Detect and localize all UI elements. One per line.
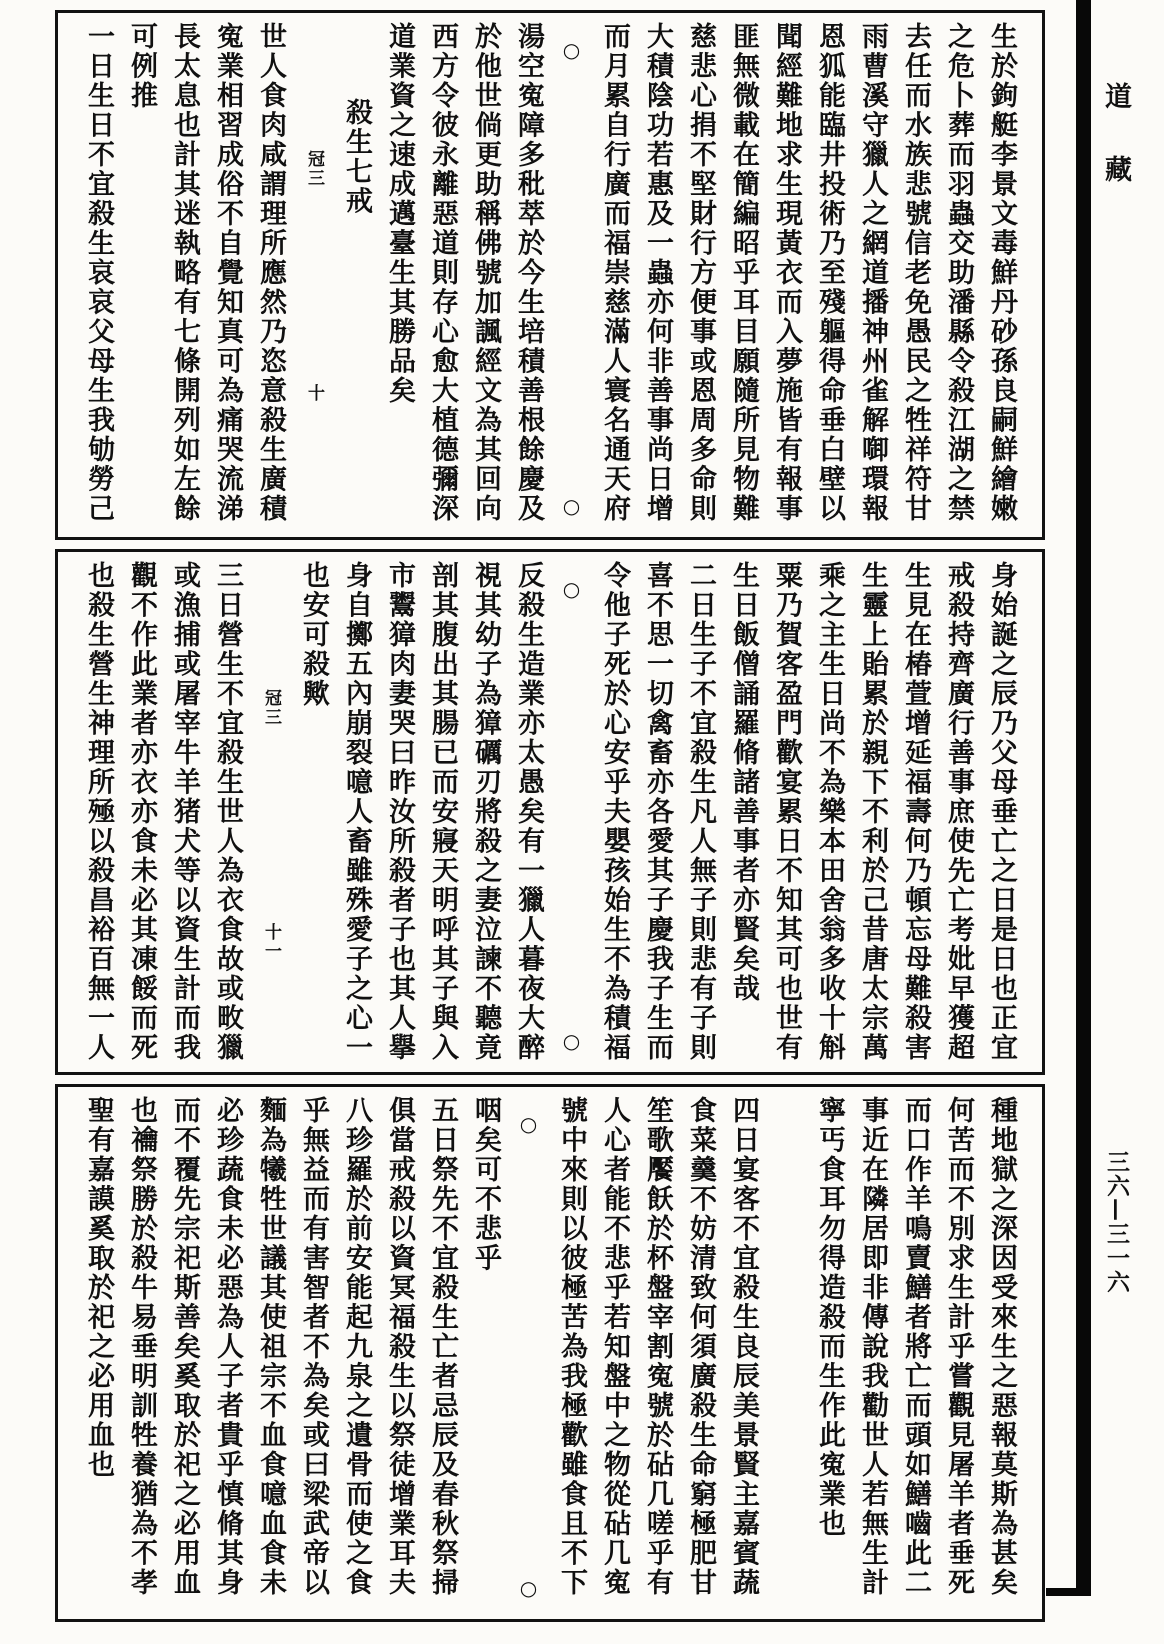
collation-note-column bbox=[292, 22, 335, 528]
text-column: 大積陰功若惠及一蟲亦何非善事尚日增 bbox=[642, 22, 673, 524]
text-column: 乘之主生日尚不為樂本田舍翁多收十斛 bbox=[814, 561, 845, 1063]
text-column: 於他世倘更助稱佛號加諷經文為其回向 bbox=[470, 22, 501, 524]
text-column: 也禴祭勝於殺牛易垂明訓牲養猶為不孝 bbox=[126, 1096, 157, 1598]
text-column: 俱當戒殺以資冥福殺生以祭徒增業耳夫 bbox=[384, 1096, 415, 1598]
text-column: 四日宴客不宜殺生良辰美景賢主嘉賓蔬 bbox=[728, 1096, 759, 1598]
text-column: 慈悲心捐不堅財行方便事或恩周多命則 bbox=[685, 22, 716, 524]
text-column: 八珍羅於前安能起九泉之遺骨而使之食 bbox=[341, 1096, 372, 1598]
text-column: 觀不作此業者亦衣亦食未必其凍餒而死 bbox=[126, 561, 157, 1063]
text-column: 去任而水族悲號信老免愚民之牲祥符甘 bbox=[900, 22, 931, 524]
text-column: 食菜羹不妨清致何須廣殺生命窮極肥甘 bbox=[685, 1096, 716, 1598]
text-column: 反殺生造業亦太愚矣有一獵人暮夜大醉 bbox=[513, 561, 544, 1063]
text-column: 也安可殺歟 bbox=[298, 561, 329, 709]
text-column: 事近在隣居即非傳說我勸世人若無生計 bbox=[857, 1096, 888, 1598]
text-column: 三日營生不宜殺生世人為衣食故或畋獵 bbox=[212, 561, 243, 1063]
text-column: 身始誕之辰乃父母垂亡之日是日也正宜 bbox=[986, 561, 1017, 1063]
text-column: 人心者能不悲乎若知盤中之物從砧几寃 bbox=[599, 1096, 630, 1598]
text-column: 匪無微載在簡編昭乎耳目願隨所見物難 bbox=[728, 22, 759, 524]
text-column: 咽矣可不悲乎 bbox=[470, 1096, 501, 1273]
binding-gutter-bar bbox=[1076, 0, 1091, 1596]
text-column: 一日生日不宜殺生哀哀父母生我劬勞己 bbox=[83, 22, 114, 524]
divider-circle-icon: ○ bbox=[559, 494, 584, 518]
collation-note: 冠三 bbox=[304, 150, 324, 188]
collation-note: 冠三 bbox=[261, 689, 281, 727]
text-column: 寧丐食耳勿得造殺而生作此寃業也 bbox=[814, 1096, 845, 1539]
text-column: 剖其腹出其腸已而安寢天明呼其子與入 bbox=[427, 561, 458, 1063]
divider-circle-icon: ○ bbox=[516, 1112, 541, 1136]
text-column: 或漁捕或屠宰牛羊猪犬等以資生計而我 bbox=[169, 561, 200, 1063]
text-column: 也殺生營生神理所殛以殺昌裕百無一人 bbox=[83, 561, 114, 1063]
text-column: 身自擲五內崩裂噫人畜雖殊愛子之心一 bbox=[341, 561, 372, 1063]
top-register bbox=[55, 10, 1045, 540]
text-column: 必珍蔬食未必惡為人子者貴乎慎脩其身 bbox=[212, 1096, 243, 1598]
bottom-register-columns bbox=[58, 1087, 1042, 1619]
text-column: 粟乃賀客盈門歡宴累日不知其可也世有 bbox=[771, 561, 802, 1063]
text-column: 乎無益而有害智者不為矣或曰梁武帝以 bbox=[298, 1096, 329, 1598]
text-column: 種地獄之深因受來生之惡報莫斯為甚矣 bbox=[986, 1096, 1017, 1598]
bottom-register bbox=[55, 1084, 1045, 1622]
blank-column bbox=[765, 1096, 808, 1610]
text-column: 而口作羊鳴賣鱔者將亡而頭如鱔嚙此二 bbox=[900, 1096, 931, 1598]
text-column: 五日祭先不宜殺生亡者忌辰及春秋祭掃 bbox=[427, 1096, 458, 1598]
text-column: 視其幼子為獐礪刃將殺之妻泣諫不聽竟 bbox=[470, 561, 501, 1063]
middle-register-columns bbox=[58, 552, 1042, 1072]
section-divider-column bbox=[507, 1096, 550, 1610]
text-column: 何苦而不別求生計乎嘗觀見屠羊者垂死 bbox=[943, 1096, 974, 1598]
collation-note: 十一 bbox=[261, 923, 281, 961]
text-column: 麵為犧牲世議其使祖宗不血食噫血食未 bbox=[255, 1096, 286, 1598]
text-column: 生見在椿萱增延福壽何乃頓忘母難殺害 bbox=[900, 561, 931, 1063]
text-column: 喜不思一切禽畜亦各愛其子慶我子生而 bbox=[642, 561, 673, 1063]
text-column: 之危卜葬而羽蟲交助潘縣令殺江湖之禁 bbox=[943, 22, 974, 524]
collection-title-label: 道藏 bbox=[1100, 82, 1131, 228]
text-column: 生靈上貽累於親下不利於己昔唐太宗萬 bbox=[857, 561, 888, 1063]
text-column: 西方令彼永離惡道則存心愈大植德彌深 bbox=[427, 22, 458, 524]
text-column: 長太息也計其迷執略有七條開列如左餘 bbox=[169, 22, 200, 524]
section-divider-column bbox=[550, 22, 593, 528]
section-title-column: 殺生七戒 bbox=[341, 98, 372, 216]
text-column: 世人食肉咸謂理所應然乃恣意殺生廣積 bbox=[255, 22, 286, 524]
text-column: 恩狐能臨井投術乃至殘軀得命垂白壁以 bbox=[814, 22, 845, 524]
text-column: 聞經難地求生現黃衣而入夢施皆有報事 bbox=[771, 22, 802, 524]
text-column: 可例推 bbox=[126, 22, 157, 111]
binding-gutter-corner bbox=[1046, 1588, 1091, 1596]
text-column: 市鬻獐肉妻哭曰昨汝所殺者子也其人擧 bbox=[384, 561, 415, 1063]
divider-circle-icon: ○ bbox=[559, 577, 584, 601]
text-column: 笙歌饜飫於杯盤宰割寃號於砧几嗟乎有 bbox=[642, 1096, 673, 1598]
text-column: 二日生子不宜殺生凡人無子則悲有子則 bbox=[685, 561, 716, 1063]
top-register-columns bbox=[58, 13, 1042, 537]
text-column: 令他子死於心安乎夫嬰孩始生不為積福 bbox=[599, 561, 630, 1063]
text-column: 生日飯僧誦羅脩諸善事者亦賢矣哉 bbox=[728, 561, 759, 1004]
divider-circle-icon: ○ bbox=[516, 1576, 541, 1600]
text-column: 號中來則以彼極苦為我極歡雖食且不下 bbox=[556, 1096, 587, 1598]
text-column: 寃業相習成俗不自覺知真可為痛哭流涕 bbox=[212, 22, 243, 524]
text-column: 湯空寃障多秕萃於今生培積善根餘慶及 bbox=[513, 22, 544, 524]
divider-circle-icon: ○ bbox=[559, 1029, 584, 1053]
middle-register bbox=[55, 549, 1045, 1075]
text-column: 聖有嘉謨奚取於祀之必用血也 bbox=[83, 1096, 114, 1480]
collation-note: 十 bbox=[304, 384, 324, 403]
text-column: 而月累自行廣而福崇慈滿人寰名通天府 bbox=[599, 22, 630, 524]
text-column: 雨曹溪守獵人之網道播神州雀解啣環報 bbox=[857, 22, 888, 524]
section-divider-column bbox=[550, 561, 593, 1063]
text-column: 而不覆先宗祀斯善矣奚取於祀之必用血 bbox=[169, 1096, 200, 1598]
text-column: 戒殺持齊廣行善事庶使先亡考妣早獲超 bbox=[943, 561, 974, 1063]
text-column: 道業資之速成邁臺生其勝品矣 bbox=[384, 22, 415, 406]
text-block-frame bbox=[55, 10, 1045, 1631]
text-column: 生於鉤艇李景文毒鮮丹砂孫良嗣鮮繪嫩 bbox=[986, 22, 1017, 524]
divider-circle-icon: ○ bbox=[559, 38, 584, 62]
page-number-label: 三六—三一六 bbox=[1103, 1150, 1130, 1294]
collation-note-column bbox=[249, 561, 292, 1063]
